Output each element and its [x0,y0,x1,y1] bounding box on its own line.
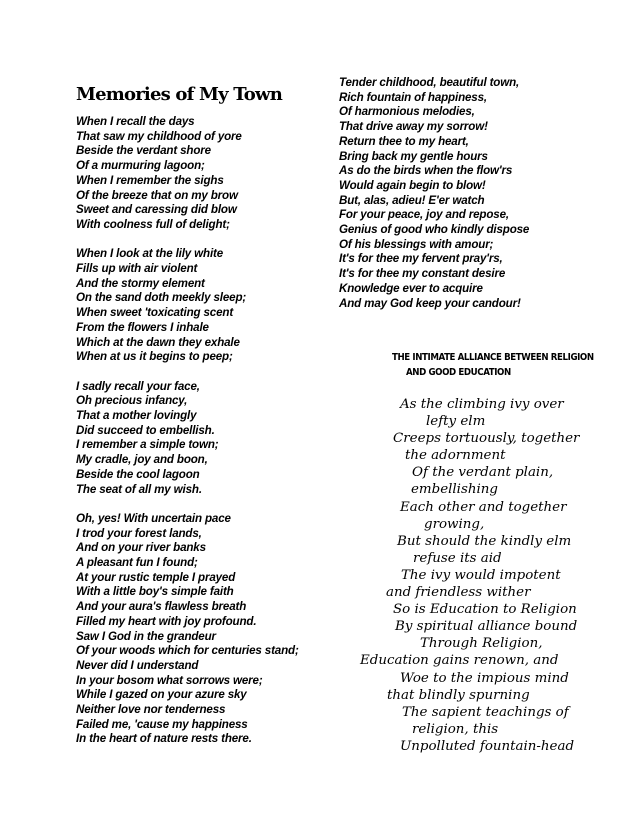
poem-line: Of harmonious melodies, [339,105,475,119]
poem-line: For your peace, joy and repose, [339,208,509,222]
poem-line: Would again begin to blow! [339,178,486,192]
poem-line: Failed me, 'cause my happiness [76,717,248,731]
poem-line: It's for thee my constant desire [339,267,506,281]
poem-line: Of your woods which for centuries stand; [76,644,299,658]
second-poem-title-line: THE INTIMATE ALLIANCE BETWEEN RELIGION [392,352,594,363]
poem-line: Of a murmuring lagoon; [76,159,205,173]
poem-line: The sapient teachings of [402,704,569,720]
second-poem-title [392,351,622,380]
poem-line: The seat of all my wish. [76,482,202,496]
poem-line: Fills up with air violent [76,262,198,276]
poem-line: So is Education to Religion [393,602,577,618]
second-poem-body [360,396,630,755]
poem-line: When at us it begins to peep; [76,350,233,364]
poem-line: By spiritual alliance bound [395,619,578,635]
poem-line: Of the breeze that on my brow [76,188,238,202]
poem-line: A pleasant fun I found; [76,556,198,570]
poem-line: From the flowers I inhale [76,320,209,334]
poem-continuation [339,76,609,326]
poem-line: I sadly recall your face, [76,379,200,393]
poem-line: My cradle, joy and boon, [76,453,208,467]
poem-line: And on your river banks [76,541,206,555]
poem-line: In the heart of nature rests there. [76,732,252,746]
poem-line: And may God keep your candour! [339,296,521,310]
poem-line: And your aura's flawless breath [76,600,247,614]
poem-line: Creeps tortuously, together [393,431,580,447]
poem-line: Sweet and caressing did blow [76,203,237,217]
stanza [339,76,609,311]
poem-line: In your bosom what sorrows were; [76,673,263,687]
poem-line: While I gazed on your azure sky [76,688,247,702]
poem-line: And the stormy element [76,276,205,290]
poem-line: Beside the verdant shore [76,144,211,158]
poem-line: Tender childhood, beautiful town, [339,76,520,89]
poem-line: embellishing [411,482,498,498]
poem-line: On the sand doth meekly sleep; [76,291,247,305]
poem-line: That a mother lovingly [76,409,197,423]
poem-line: I trod your forest lands, [76,526,202,540]
poem-line: the adornment [405,448,506,464]
poem-line: Of the verdant plain, [412,465,554,481]
poem-line: That saw my childhood of yore [76,129,242,143]
poem-line: Neither love nor tenderness [76,703,226,717]
poem-line: Education gains renown, and [360,653,559,669]
poem-line: Saw I God in the grandeur [76,629,216,643]
poem-line: Return thee to my heart, [339,134,469,148]
poem-line: Genius of good who kindly dispose [339,223,530,237]
poem-line: When I remember the sighs [76,173,224,187]
poem-line: As do the birds when the flow'rs [339,164,513,178]
poem-line: But should the kindly elm [397,533,572,549]
poem-line: It's for thee my fervent pray'rs, [339,252,503,266]
poem-line: Oh, yes! With uncertain pace [76,511,231,525]
poem-line: Woe to the impious mind [400,670,569,686]
poem-line: That drive away my sorrow! [339,120,488,134]
poem-line: Filled my heart with joy profound. [76,614,257,628]
poem-line: Which at the dawn they exhale [76,335,240,349]
poem-line: religion, this [412,721,499,737]
poem-line: When sweet 'toxicating scent [76,306,234,320]
poem-line: Each other and together [400,499,567,515]
poem-line: and friendless wither [386,585,531,601]
poem-title: Memories of My Town [76,84,282,105]
poem-line: When I look at the lily white [76,247,224,261]
poem-line: I remember a simple town; [76,438,219,452]
poem-line: lefty elm [426,414,486,430]
poem-line: Never did I understand [76,658,199,672]
poem-stanzas [76,115,326,762]
poem-line: The ivy would impotent [401,567,561,583]
stanza [76,380,326,498]
poem-line: Unpolluted fountain-head [400,738,575,754]
poem-line: But, alas, adieu! E'er watch [339,193,485,207]
poem-line: With coolness full of delight; [76,217,230,231]
stanza [76,512,326,747]
poem-line: With a little boy's simple faith [76,585,234,599]
poem-line: Oh precious infancy, [76,394,188,408]
poem-line: refuse its aid [413,550,502,566]
poem-line: that blindly spurning [387,687,530,703]
poem-line: Rich fountain of happiness, [339,90,487,104]
poem-line: Of his blessings with amour; [339,237,494,251]
poem-line: Beside the cool lagoon [76,467,200,481]
second-poem-title-line: AND GOOD EDUCATION [406,366,511,378]
stanza [76,115,326,233]
poem-line: As the climbing ivy over [400,397,564,412]
poem-line: growing, [424,516,485,532]
poem-line: At your rustic temple I prayed [76,570,236,584]
poem-line: When I recall the days [76,115,195,128]
poem-line: Through Religion, [420,636,543,652]
stanza [76,247,326,365]
poem-line: Knowledge ever to acquire [339,281,483,295]
poem-line: Bring back my gentle hours [339,149,488,163]
poem-line: Did succeed to embellish. [76,423,215,437]
